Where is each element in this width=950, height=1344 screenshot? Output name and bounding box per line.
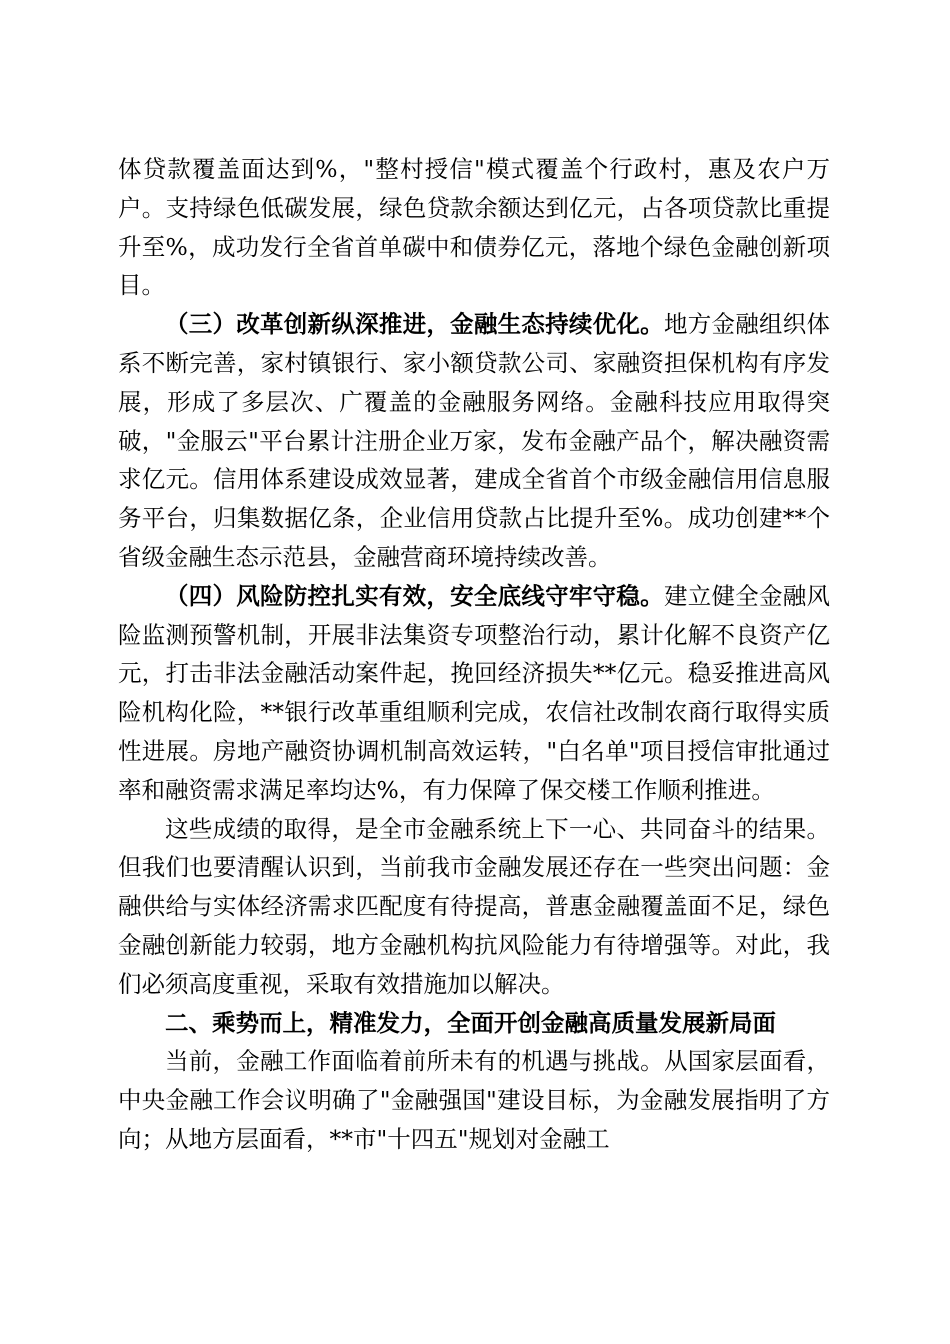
paragraph-text: 当前，金融工作面临着前所未有的机遇与挑战。从国家层面看，中央金融工作会议明确了"金融强国"建设目标，为金融发展指明了方向；从地方层面看，**市"十四五"规划对金融工: [118, 1047, 830, 1153]
paragraph-risk-control: [118, 577, 830, 810]
paragraph-continuation: [118, 150, 830, 305]
paragraph-lead-heading: （三）改革创新纵深推进，金融生态持续优化。: [165, 310, 664, 339]
paragraph-closing: [118, 1042, 830, 1158]
paragraph-reform-innovation: [118, 305, 830, 577]
section-heading: 二、乘势而上，精准发力，全面开创金融高质量发展新局面: [165, 1008, 776, 1037]
document-page: [118, 150, 830, 1159]
paragraph-summary: [118, 810, 830, 1004]
paragraph-text: 这些成绩的取得，是全市金融系统上下一心、共同奋斗的结果。但我们也要清醒认识到，当前我市金融发展还存在一些突出问题：金融供给与实体经济需求匹配度有待提高，普惠金融覆盖面不足，绿色金融创新能力较弱，地方金融机构抗风险能力有待增强等。对此，我们必须高度重视，采取有效措施加以解决。: [118, 814, 830, 998]
paragraph-text: 体贷款覆盖面达到%，"整村授信"模式覆盖个行政村，惠及农户万户。支持绿色低碳发展，绿色贷款余额达到亿元，占各项贷款比重提升至%，成功发行全省首单碳中和债券亿元，落地个绿色金融创新项目。: [118, 155, 830, 300]
paragraph-text: 地方金融组织体系不断完善，家村镇银行、家小额贷款公司、家融资担保机构有序发展，形成了多层次、广覆盖的金融服务网络。金融科技应用取得突破，"金服云"平台累计注册企业万家，发布金融产品个，解决融资需求亿元。信用体系建设成效显著，建成全省首个市级金融信用信息服务平台，归集数据亿条，企业信用贷款占比提升至%。成功创建**个省级金融生态示范县，金融营商环境持续改善。: [118, 310, 831, 571]
paragraph-lead-heading: （四）风险防控扎实有效，安全底线守牢守稳。: [165, 581, 664, 610]
paragraph-text: 建立健全金融风险监测预警机制，开展非法集资专项整治行动，累计化解不良资产亿元，打击非法金融活动案件起，挽回经济损失**亿元。稳妥推进高风险机构化险，**银行改革重组顺利完成，农信社改制农商行取得实质性进展。房地产融资协调机制高效运转，"白名单"项目授信审批通过率和融资需求满足率均达%，有力保障了保交楼工作顺利推进。: [118, 581, 831, 804]
